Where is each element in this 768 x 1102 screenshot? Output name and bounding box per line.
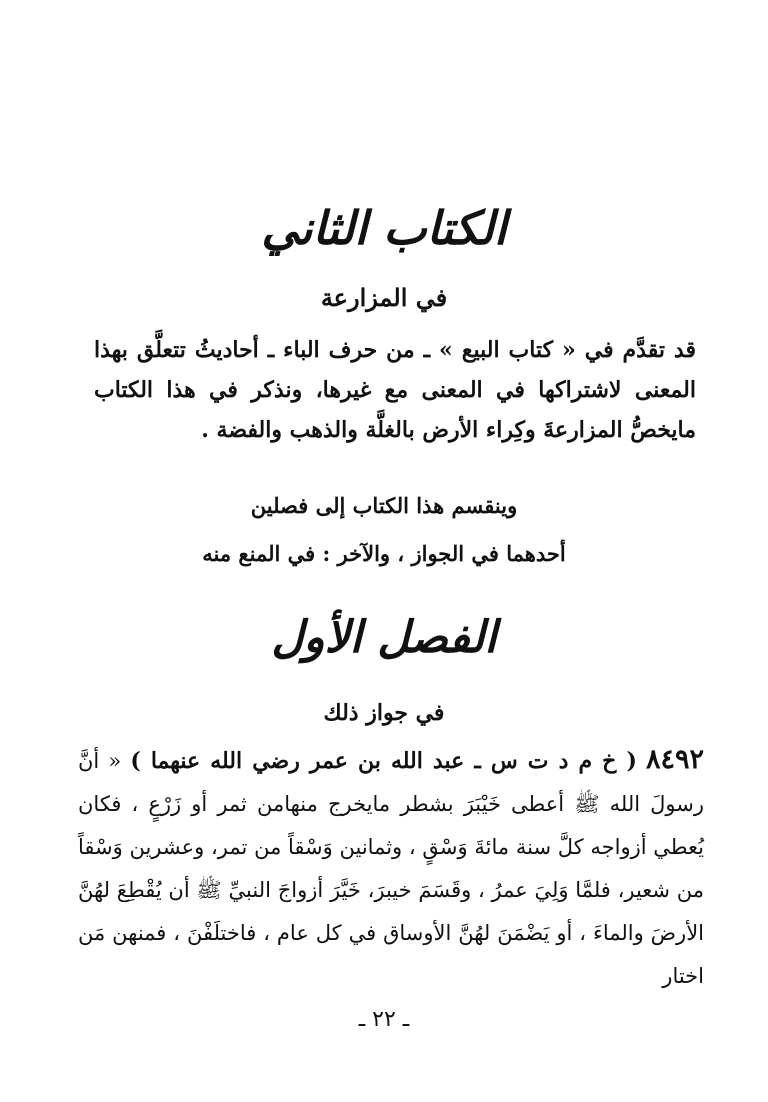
hadith-number: ٨٤٩٢ [646,744,705,775]
hadith-paragraph [78,738,704,998]
page-number: ـ ٢٢ ـ [358,1007,410,1032]
book-title: الكتاب الثاني [261,201,507,255]
division-line: وينقسم هذا الكتاب إلى فصلين [250,493,518,518]
intro-paragraph: قد تقدَّم في « كتاب البيع » ـ من حرف الباء ـ أحاديثُ تتعلَّق بهذا المعنى لاشتراكها في المعنى مع غيرها، ونذكر في هذا الكتاب مايخصُّ المزارعةَ وكِراء الأرض بالغلَّة والذهب والفضة . [94,337,696,443]
parts-line: أحدهما في الجواز ، والآخر : في المنع منه [202,541,566,566]
chapter-title: الفصل الأول [271,612,497,663]
chapter-subtitle: في جواز ذلك [323,700,445,726]
book-subtitle: في المزارعة [320,283,448,312]
hadith-text: « أنَّ رسولَ الله ﷺ أعطى خَيْبَرَ بشطر مايخرج منهامن ثمر أو زَرْعٍ ، فكان يُعطي أزواجه كلَّ سنة مائةَ وَسْقٍ ، وثمانين وَسْقاً من تمر، وعشرين وَسْقاً من شعير، فلمَّا وَلِيَ عمرُ ، وقَسَمَ خيبرَ، خَيَّرَ أزواجَ النبيِّ ﷺ أن يُقْطِعَ لهُنَّ الأرضَ والماءَ ، أو يَضْمَنَ لهُنَّ الأوساق في كل عام ، فاختلَفْنَ ، فمنهن مَن اختار [78,749,704,988]
hadith-source: ( خ م د ت س ـ عبد الله بن عمر رضي الله عنهما ) [130,748,637,774]
